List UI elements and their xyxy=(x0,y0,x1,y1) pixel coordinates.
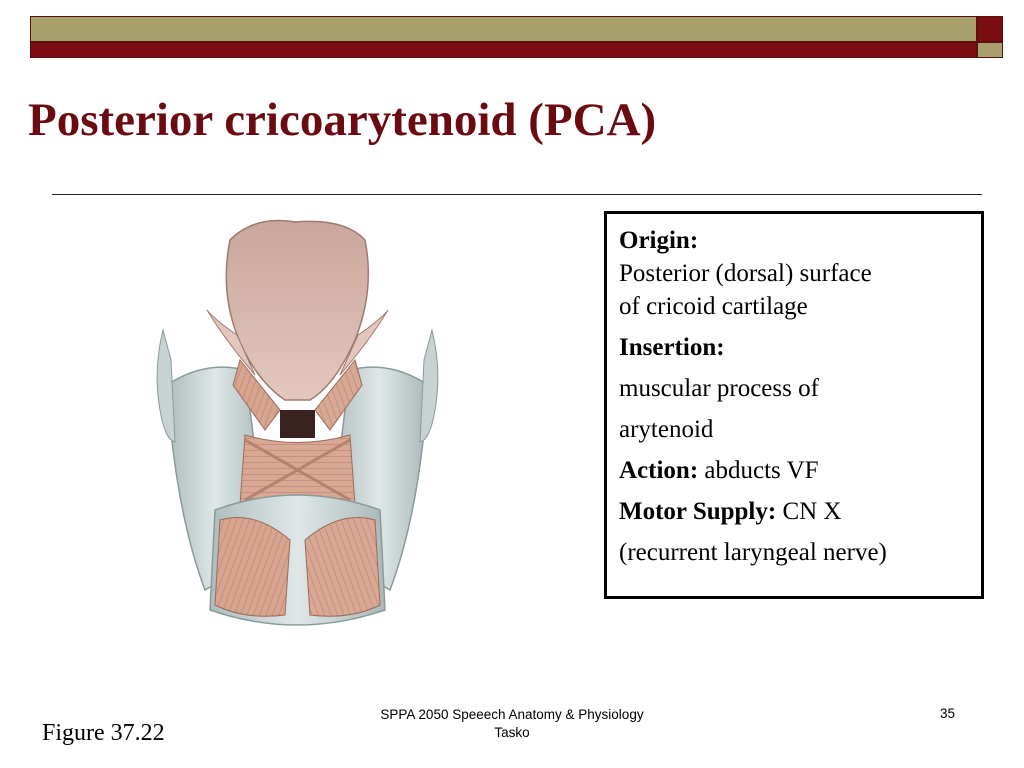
slide-title: Posterior cricoarytenoid (PCA) xyxy=(28,94,657,146)
insertion-label: Insertion: xyxy=(619,334,725,361)
action-value: abducts VF xyxy=(704,457,819,484)
header-square-olive xyxy=(977,42,1003,58)
title-divider xyxy=(52,194,982,195)
insertion-line-2: arytenoid xyxy=(619,416,714,443)
footer-course-title: SPPA 2050 Speeech Anatomy & Physiology xyxy=(380,707,644,722)
origin-label: Origin: xyxy=(619,227,699,254)
motor-supply-value: CN X xyxy=(782,498,842,525)
header-bar-olive xyxy=(30,16,977,42)
muscle-info-box xyxy=(604,211,984,599)
footer-author: Tasko xyxy=(494,725,530,740)
origin-line-2: of cricoid cartilage xyxy=(619,293,808,320)
header-bar-dark-red xyxy=(30,42,977,58)
motor-supply-detail: (recurrent laryngeal nerve) xyxy=(619,539,887,566)
insertion-line-1: muscular process of xyxy=(619,375,819,402)
figure-caption: Figure 37.22 xyxy=(42,720,165,746)
origin-line-1: Posterior (dorsal) surface xyxy=(619,260,872,287)
footer-course-info xyxy=(352,706,672,742)
action-label: Action: xyxy=(619,457,699,484)
larynx-posterior-illustration xyxy=(145,210,450,640)
header-square-red xyxy=(977,16,1003,42)
motor-supply-label: Motor Supply: xyxy=(619,498,777,525)
page-number: 35 xyxy=(940,706,956,721)
